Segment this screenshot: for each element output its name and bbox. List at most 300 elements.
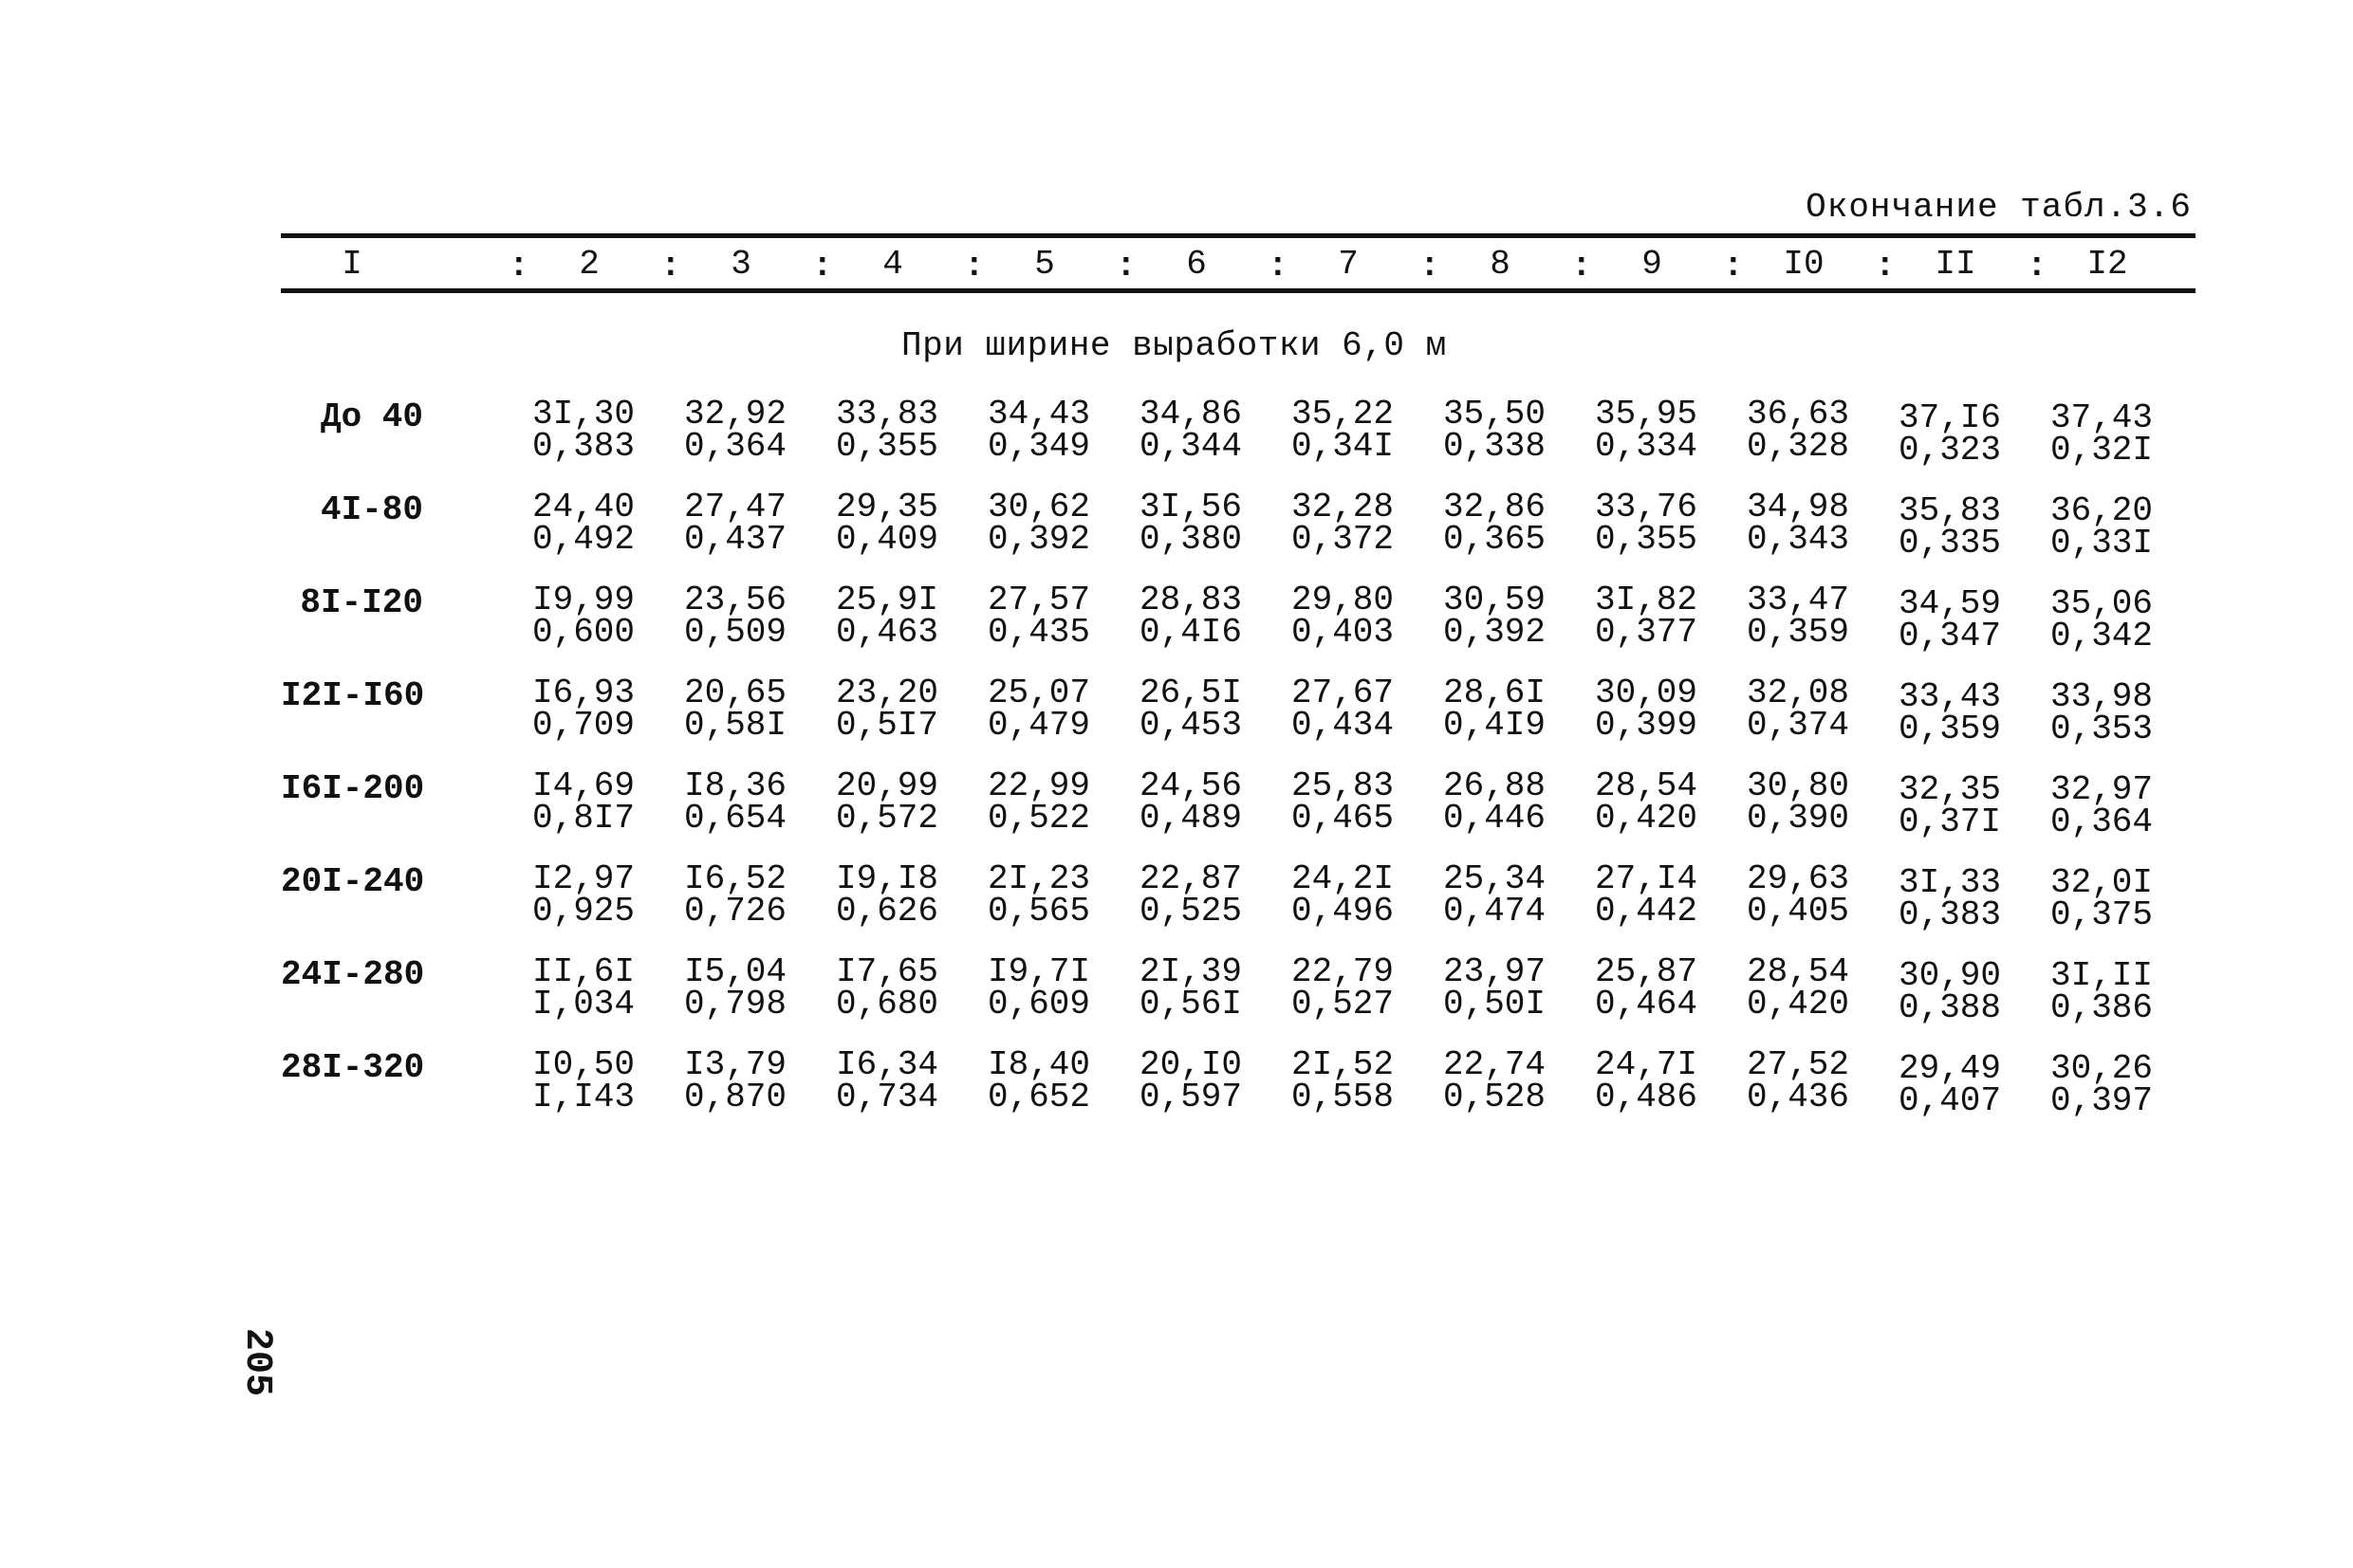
cell-value-secondary: 0,726 bbox=[684, 892, 787, 931]
cell-value-secondary: 0,328 bbox=[1747, 427, 1850, 466]
cell-value-secondary: 0,925 bbox=[532, 892, 636, 931]
table-cell bbox=[1291, 488, 1396, 559]
table-cell bbox=[1291, 1045, 1396, 1116]
header-cell-9: 9 bbox=[1641, 245, 1662, 284]
table-cell bbox=[532, 673, 637, 745]
table-cell bbox=[1747, 581, 1851, 652]
cell-value-primary: I4,69 bbox=[532, 766, 636, 805]
cell-value-secondary: 0,347 bbox=[1899, 617, 2002, 655]
cell-value-secondary: 0,436 bbox=[1747, 1078, 1850, 1116]
cell-value-secondary: 0,364 bbox=[2050, 802, 2154, 841]
cell-value-primary: 33,83 bbox=[836, 395, 939, 434]
cell-value-primary: 22,79 bbox=[1291, 952, 1395, 991]
cell-value-primary: I9,7I bbox=[988, 952, 1091, 991]
header-separator: : bbox=[1268, 247, 1288, 286]
section-title: При ширине выработки 6,0 м bbox=[901, 326, 1447, 365]
header-separator: : bbox=[1116, 247, 1137, 286]
cell-value-secondary: 0,522 bbox=[988, 799, 1091, 838]
table-cell bbox=[836, 488, 940, 559]
table-cell bbox=[2050, 584, 2155, 655]
cell-value-primary: 30,62 bbox=[988, 488, 1091, 526]
header-bottom-rule bbox=[281, 288, 2196, 293]
table-cell bbox=[1899, 1049, 2003, 1120]
table-cell bbox=[836, 766, 940, 838]
cell-value-secondary: 0,33I bbox=[2050, 524, 2154, 563]
cell-value-secondary: 0,323 bbox=[1899, 431, 2002, 470]
cell-value-secondary: 0,572 bbox=[836, 799, 939, 838]
table-header-row bbox=[281, 243, 2196, 286]
table-cell bbox=[1139, 488, 1244, 559]
cell-value-primary: 32,97 bbox=[2050, 770, 2154, 809]
table-cell bbox=[1595, 673, 1699, 745]
cell-value-primary: 23,20 bbox=[836, 673, 939, 712]
table-cell bbox=[1899, 584, 2003, 655]
table-cell bbox=[988, 1045, 1092, 1116]
cell-value-secondary: 0,342 bbox=[2050, 617, 2154, 655]
table-cell bbox=[684, 1045, 788, 1116]
cell-value-primary: I0,50 bbox=[532, 1045, 636, 1084]
table-cell bbox=[1139, 1045, 1244, 1116]
cell-value-primary: 3I,33 bbox=[1899, 863, 2002, 902]
table-cell bbox=[1291, 952, 1396, 1024]
cell-value-primary: 24,56 bbox=[1139, 766, 1243, 805]
cell-value-primary: 2I,39 bbox=[1139, 952, 1243, 991]
cell-value-primary: 26,88 bbox=[1443, 766, 1547, 805]
header-separator: : bbox=[1875, 247, 1896, 286]
table-cell bbox=[1291, 581, 1396, 652]
cell-value-secondary: 0,465 bbox=[1291, 799, 1395, 838]
cell-value-secondary: 0,37I bbox=[1899, 802, 2002, 841]
table-cell bbox=[2050, 491, 2155, 563]
table-cell bbox=[1595, 488, 1699, 559]
cell-value-primary: 25,34 bbox=[1443, 859, 1547, 898]
cell-value-primary: 24,40 bbox=[532, 488, 636, 526]
cell-value-secondary: 0,654 bbox=[684, 799, 787, 838]
cell-value-primary: 20,99 bbox=[836, 766, 939, 805]
cell-value-secondary: 0,680 bbox=[836, 985, 939, 1024]
cell-value-primary: 32,92 bbox=[684, 395, 787, 434]
cell-value-primary: 29,35 bbox=[836, 488, 939, 526]
cell-value-secondary: 0,343 bbox=[1747, 520, 1850, 559]
cell-value-primary: 25,87 bbox=[1595, 952, 1698, 991]
cell-value-secondary: 0,372 bbox=[1291, 520, 1395, 559]
cell-value-primary: 29,63 bbox=[1747, 859, 1850, 898]
table-cell bbox=[1443, 395, 1547, 466]
header-cell-10: I0 bbox=[1783, 245, 1825, 284]
cell-value-primary: 35,95 bbox=[1595, 395, 1698, 434]
table-cell bbox=[1291, 766, 1396, 838]
table-cell bbox=[1291, 673, 1396, 745]
table-cell bbox=[1747, 952, 1851, 1024]
table-cell bbox=[1899, 863, 2003, 934]
cell-value-primary: 36,20 bbox=[2050, 491, 2154, 530]
table-cell bbox=[1747, 395, 1851, 466]
cell-value-primary: 29,49 bbox=[1899, 1049, 2002, 1088]
cell-value-primary: 20,65 bbox=[684, 673, 787, 712]
cell-value-primary: 27,67 bbox=[1291, 673, 1395, 712]
cell-value-primary: 26,5I bbox=[1139, 673, 1243, 712]
cell-value-secondary: 0,359 bbox=[1747, 613, 1850, 652]
table-cell bbox=[836, 952, 940, 1024]
table-row bbox=[281, 1045, 2196, 1140]
table-cell bbox=[1595, 859, 1699, 931]
cell-value-secondary: 0,56I bbox=[1139, 985, 1243, 1024]
cell-value-secondary: 0,4I9 bbox=[1443, 706, 1547, 745]
row-label: I2I-I60 bbox=[281, 676, 425, 715]
table-cell bbox=[532, 1045, 637, 1116]
table-cell bbox=[1747, 766, 1851, 838]
table-cell bbox=[1595, 395, 1699, 466]
cell-value-secondary: 0,335 bbox=[1899, 524, 2002, 563]
table-cell bbox=[684, 859, 788, 931]
cell-value-secondary: 0,390 bbox=[1747, 799, 1850, 838]
table-cell bbox=[2050, 956, 2155, 1027]
cell-value-secondary: 0,798 bbox=[684, 985, 787, 1024]
row-label: 20I-240 bbox=[281, 862, 425, 901]
table-cell bbox=[684, 581, 788, 652]
header-separator: : bbox=[660, 247, 681, 286]
header-cell-6: 6 bbox=[1186, 245, 1207, 284]
table-row bbox=[281, 859, 2196, 954]
table-cell bbox=[1139, 952, 1244, 1024]
table-cell bbox=[988, 859, 1092, 931]
cell-value-primary: 35,22 bbox=[1291, 395, 1395, 434]
cell-value-secondary: 0,486 bbox=[1595, 1078, 1698, 1116]
table-cell bbox=[2050, 770, 2155, 841]
cell-value-primary: 30,90 bbox=[1899, 956, 2002, 995]
header-cell-2: 2 bbox=[579, 245, 600, 284]
table-cell bbox=[988, 581, 1092, 652]
cell-value-secondary: 0,453 bbox=[1139, 706, 1243, 745]
table-cell bbox=[532, 488, 637, 559]
row-label: 24I-280 bbox=[281, 955, 425, 994]
cell-value-secondary: 0,464 bbox=[1595, 985, 1698, 1024]
cell-value-secondary: 0,405 bbox=[1747, 892, 1850, 931]
cell-value-primary: 30,80 bbox=[1747, 766, 1850, 805]
table-cell bbox=[1443, 673, 1547, 745]
cell-value-secondary: 0,365 bbox=[1443, 520, 1547, 559]
table-cell bbox=[836, 859, 940, 931]
cell-value-primary: 32,08 bbox=[1747, 673, 1850, 712]
cell-value-secondary: 0,609 bbox=[988, 985, 1091, 1024]
table-cell bbox=[1899, 491, 2003, 563]
cell-value-primary: I9,99 bbox=[532, 581, 636, 619]
cell-value-secondary: 0,437 bbox=[684, 520, 787, 559]
cell-value-secondary: 0,528 bbox=[1443, 1078, 1547, 1116]
cell-value-primary: 29,80 bbox=[1291, 581, 1395, 619]
table-cell bbox=[2050, 863, 2155, 934]
table-cell bbox=[1443, 488, 1547, 559]
cell-value-secondary: 0,353 bbox=[2050, 710, 2154, 748]
cell-value-primary: 28,83 bbox=[1139, 581, 1243, 619]
table-cell bbox=[988, 766, 1092, 838]
table-caption: Окончание табл.3.6 bbox=[1806, 188, 2192, 227]
cell-value-secondary: 0,734 bbox=[836, 1078, 939, 1116]
cell-value-primary: 32,86 bbox=[1443, 488, 1547, 526]
cell-value-primary: 27,I4 bbox=[1595, 859, 1698, 898]
table-cell bbox=[988, 952, 1092, 1024]
cell-value-secondary: 0,377 bbox=[1595, 613, 1698, 652]
cell-value-secondary: 0,479 bbox=[988, 706, 1091, 745]
cell-value-primary: I2,97 bbox=[532, 859, 636, 898]
header-separator: : bbox=[1419, 247, 1440, 286]
cell-value-secondary: 0,509 bbox=[684, 613, 787, 652]
table-row bbox=[281, 952, 2196, 1047]
table-cell bbox=[836, 1045, 940, 1116]
cell-value-secondary: 0,8I7 bbox=[532, 799, 636, 838]
cell-value-secondary: 0,383 bbox=[532, 427, 636, 466]
cell-value-secondary: 0,334 bbox=[1595, 427, 1698, 466]
cell-value-secondary: 0,565 bbox=[988, 892, 1091, 931]
header-cell-12: I2 bbox=[2086, 245, 2128, 284]
cell-value-primary: I6,93 bbox=[532, 673, 636, 712]
cell-value-primary: I6,52 bbox=[684, 859, 787, 898]
table-cell bbox=[988, 488, 1092, 559]
header-separator: : bbox=[2027, 247, 2047, 286]
cell-value-primary: 28,6I bbox=[1443, 673, 1547, 712]
table-row bbox=[281, 766, 2196, 861]
cell-value-primary: 28,54 bbox=[1747, 952, 1850, 991]
cell-value-primary: 2I,23 bbox=[988, 859, 1091, 898]
cell-value-secondary: 0,489 bbox=[1139, 799, 1243, 838]
cell-value-primary: 22,87 bbox=[1139, 859, 1243, 898]
header-cell-5: 5 bbox=[1034, 245, 1055, 284]
cell-value-secondary: 0,597 bbox=[1139, 1078, 1243, 1116]
table-cell bbox=[684, 395, 788, 466]
row-label: I6I-200 bbox=[281, 769, 425, 808]
cell-value-primary: I6,34 bbox=[836, 1045, 939, 1084]
table-cell bbox=[1595, 1045, 1699, 1116]
cell-value-secondary: 0,50I bbox=[1443, 985, 1547, 1024]
cell-value-primary: 3I,56 bbox=[1139, 488, 1243, 526]
cell-value-primary: 24,7I bbox=[1595, 1045, 1698, 1084]
table-cell bbox=[1595, 952, 1699, 1024]
cell-value-primary: 34,86 bbox=[1139, 395, 1243, 434]
table-cell bbox=[1139, 395, 1244, 466]
cell-value-primary: 30,09 bbox=[1595, 673, 1698, 712]
table-cell bbox=[532, 581, 637, 652]
cell-value-secondary: 0,364 bbox=[684, 427, 787, 466]
cell-value-primary: 27,52 bbox=[1747, 1045, 1850, 1084]
cell-value-secondary: 0,374 bbox=[1747, 706, 1850, 745]
table-cell bbox=[2050, 677, 2155, 748]
cell-value-primary: 35,50 bbox=[1443, 395, 1547, 434]
header-separator: : bbox=[1571, 247, 1592, 286]
cell-value-primary: I3,79 bbox=[684, 1045, 787, 1084]
cell-value-secondary: 0,496 bbox=[1291, 892, 1395, 931]
header-top-rule bbox=[281, 233, 2196, 238]
cell-value-secondary: 0,442 bbox=[1595, 892, 1698, 931]
cell-value-secondary: 0,392 bbox=[988, 520, 1091, 559]
cell-value-secondary: 0,344 bbox=[1139, 427, 1243, 466]
header-separator: : bbox=[509, 247, 529, 286]
table-cell bbox=[1747, 859, 1851, 931]
cell-value-secondary: 0,392 bbox=[1443, 613, 1547, 652]
cell-value-primary: 23,56 bbox=[684, 581, 787, 619]
cell-value-primary: I5,04 bbox=[684, 952, 787, 991]
table-cell bbox=[1291, 395, 1396, 466]
cell-value-primary: 34,59 bbox=[1899, 584, 2002, 623]
cell-value-secondary: 0,399 bbox=[1595, 706, 1698, 745]
cell-value-secondary: 0,397 bbox=[2050, 1081, 2154, 1120]
cell-value-secondary: 0,34I bbox=[1291, 427, 1395, 466]
table-cell bbox=[1139, 581, 1244, 652]
cell-value-primary: 30,59 bbox=[1443, 581, 1547, 619]
table-cell bbox=[836, 673, 940, 745]
table-cell bbox=[1139, 859, 1244, 931]
cell-value-primary: 33,98 bbox=[2050, 677, 2154, 716]
cell-value-primary: 35,06 bbox=[2050, 584, 2154, 623]
cell-value-secondary: 0,386 bbox=[2050, 988, 2154, 1027]
cell-value-secondary: 0,709 bbox=[532, 706, 636, 745]
cell-value-secondary: 0,4I6 bbox=[1139, 613, 1243, 652]
table-cell bbox=[532, 952, 637, 1024]
table-cell bbox=[1899, 398, 2003, 470]
cell-value-secondary: 0,58I bbox=[684, 706, 787, 745]
cell-value-primary: 33,76 bbox=[1595, 488, 1698, 526]
cell-value-primary: I7,65 bbox=[836, 952, 939, 991]
header-cell-11: II bbox=[1935, 245, 1976, 284]
cell-value-secondary: 0,527 bbox=[1291, 985, 1395, 1024]
table-cell bbox=[1899, 770, 2003, 841]
cell-value-secondary: 0,359 bbox=[1899, 710, 2002, 748]
header-cell-3: 3 bbox=[731, 245, 751, 284]
cell-value-secondary: 0,383 bbox=[1899, 895, 2002, 934]
cell-value-primary: 3I,30 bbox=[532, 395, 636, 434]
table-cell bbox=[1139, 766, 1244, 838]
cell-value-secondary: 0,434 bbox=[1291, 706, 1395, 745]
cell-value-primary: 24,2I bbox=[1291, 859, 1395, 898]
cell-value-secondary: 0,525 bbox=[1139, 892, 1243, 931]
cell-value-primary: 27,47 bbox=[684, 488, 787, 526]
table-row bbox=[281, 488, 2196, 582]
table-cell bbox=[2050, 398, 2155, 470]
table-cell bbox=[1443, 766, 1547, 838]
cell-value-primary: 33,47 bbox=[1747, 581, 1850, 619]
cell-value-primary: 30,26 bbox=[2050, 1049, 2154, 1088]
cell-value-primary: 35,83 bbox=[1899, 491, 2002, 530]
cell-value-primary: 34,43 bbox=[988, 395, 1091, 434]
cell-value-primary: II,6I bbox=[532, 952, 636, 991]
cell-value-primary: 25,07 bbox=[988, 673, 1091, 712]
cell-value-secondary: 0,388 bbox=[1899, 988, 2002, 1027]
cell-value-secondary: 0,338 bbox=[1443, 427, 1547, 466]
cell-value-secondary: 0,463 bbox=[836, 613, 939, 652]
header-separator: : bbox=[1723, 247, 1744, 286]
table-cell bbox=[532, 766, 637, 838]
header-cell-7: 7 bbox=[1338, 245, 1359, 284]
cell-value-secondary: 0,435 bbox=[988, 613, 1091, 652]
header-separator: : bbox=[812, 247, 833, 286]
cell-value-secondary: 0,558 bbox=[1291, 1078, 1395, 1116]
header-cell-8: 8 bbox=[1490, 245, 1510, 284]
table-cell bbox=[684, 766, 788, 838]
cell-value-secondary: I,034 bbox=[532, 985, 636, 1024]
header-cell-1: I bbox=[342, 245, 362, 284]
cell-value-secondary: I,I43 bbox=[532, 1078, 636, 1116]
cell-value-primary: 32,0I bbox=[2050, 863, 2154, 902]
table-cell bbox=[2050, 1049, 2155, 1120]
cell-value-primary: 36,63 bbox=[1747, 395, 1850, 434]
row-label: 28I-320 bbox=[281, 1048, 425, 1087]
cell-value-primary: 25,83 bbox=[1291, 766, 1395, 805]
table-cell bbox=[1291, 859, 1396, 931]
cell-value-primary: 25,9I bbox=[836, 581, 939, 619]
row-label: 8I-I20 bbox=[300, 583, 423, 622]
cell-value-primary: I8,36 bbox=[684, 766, 787, 805]
table-cell bbox=[1595, 581, 1699, 652]
cell-value-primary: I9,I8 bbox=[836, 859, 939, 898]
cell-value-secondary: 0,380 bbox=[1139, 520, 1243, 559]
cell-value-secondary: 0,349 bbox=[988, 427, 1091, 466]
table-cell bbox=[836, 395, 940, 466]
cell-value-primary: 3I,82 bbox=[1595, 581, 1698, 619]
cell-value-secondary: 0,446 bbox=[1443, 799, 1547, 838]
cell-value-secondary: 0,409 bbox=[836, 520, 939, 559]
header-separator: : bbox=[964, 247, 985, 286]
cell-value-secondary: 0,5I7 bbox=[836, 706, 939, 745]
cell-value-secondary: 0,420 bbox=[1747, 985, 1850, 1024]
header-cell-4: 4 bbox=[882, 245, 903, 284]
table-cell bbox=[1595, 766, 1699, 838]
table-cell bbox=[1747, 488, 1851, 559]
table-cell bbox=[1443, 581, 1547, 652]
table-cell bbox=[1899, 956, 2003, 1027]
cell-value-secondary: 0,652 bbox=[988, 1078, 1091, 1116]
table-cell bbox=[1443, 952, 1547, 1024]
cell-value-secondary: 0,420 bbox=[1595, 799, 1698, 838]
cell-value-secondary: 0,32I bbox=[2050, 431, 2154, 470]
table-cell bbox=[684, 673, 788, 745]
cell-value-secondary: 0,474 bbox=[1443, 892, 1547, 931]
page-number: 205 bbox=[235, 1328, 278, 1397]
cell-value-primary: 28,54 bbox=[1595, 766, 1698, 805]
row-label: До 40 bbox=[320, 397, 423, 436]
cell-value-primary: 22,74 bbox=[1443, 1045, 1547, 1084]
table-row bbox=[281, 395, 2196, 489]
table-row bbox=[281, 673, 2196, 768]
cell-value-primary: 37,I6 bbox=[1899, 398, 2002, 437]
table-cell bbox=[988, 395, 1092, 466]
cell-value-secondary: 0,375 bbox=[2050, 895, 2154, 934]
cell-value-secondary: 0,600 bbox=[532, 613, 636, 652]
cell-value-secondary: 0,355 bbox=[1595, 520, 1698, 559]
table-cell bbox=[1899, 677, 2003, 748]
table-row bbox=[281, 581, 2196, 675]
cell-value-primary: 20,I0 bbox=[1139, 1045, 1243, 1084]
table-cell bbox=[836, 581, 940, 652]
cell-value-secondary: 0,626 bbox=[836, 892, 939, 931]
cell-value-primary: 22,99 bbox=[988, 766, 1091, 805]
table-cell bbox=[532, 859, 637, 931]
cell-value-secondary: 0,403 bbox=[1291, 613, 1395, 652]
table-cell bbox=[1139, 673, 1244, 745]
row-label: 4I-80 bbox=[320, 490, 423, 529]
table-cell bbox=[1747, 673, 1851, 745]
table-cell bbox=[1443, 859, 1547, 931]
cell-value-primary: 3I,II bbox=[2050, 956, 2154, 995]
cell-value-primary: 32,35 bbox=[1899, 770, 2002, 809]
cell-value-secondary: 0,407 bbox=[1899, 1081, 2002, 1120]
cell-value-primary: 27,57 bbox=[988, 581, 1091, 619]
cell-value-primary: 2I,52 bbox=[1291, 1045, 1395, 1084]
cell-value-primary: 23,97 bbox=[1443, 952, 1547, 991]
table-cell bbox=[1747, 1045, 1851, 1116]
cell-value-secondary: 0,492 bbox=[532, 520, 636, 559]
table-cell bbox=[1443, 1045, 1547, 1116]
table-cell bbox=[532, 395, 637, 466]
cell-value-secondary: 0,870 bbox=[684, 1078, 787, 1116]
